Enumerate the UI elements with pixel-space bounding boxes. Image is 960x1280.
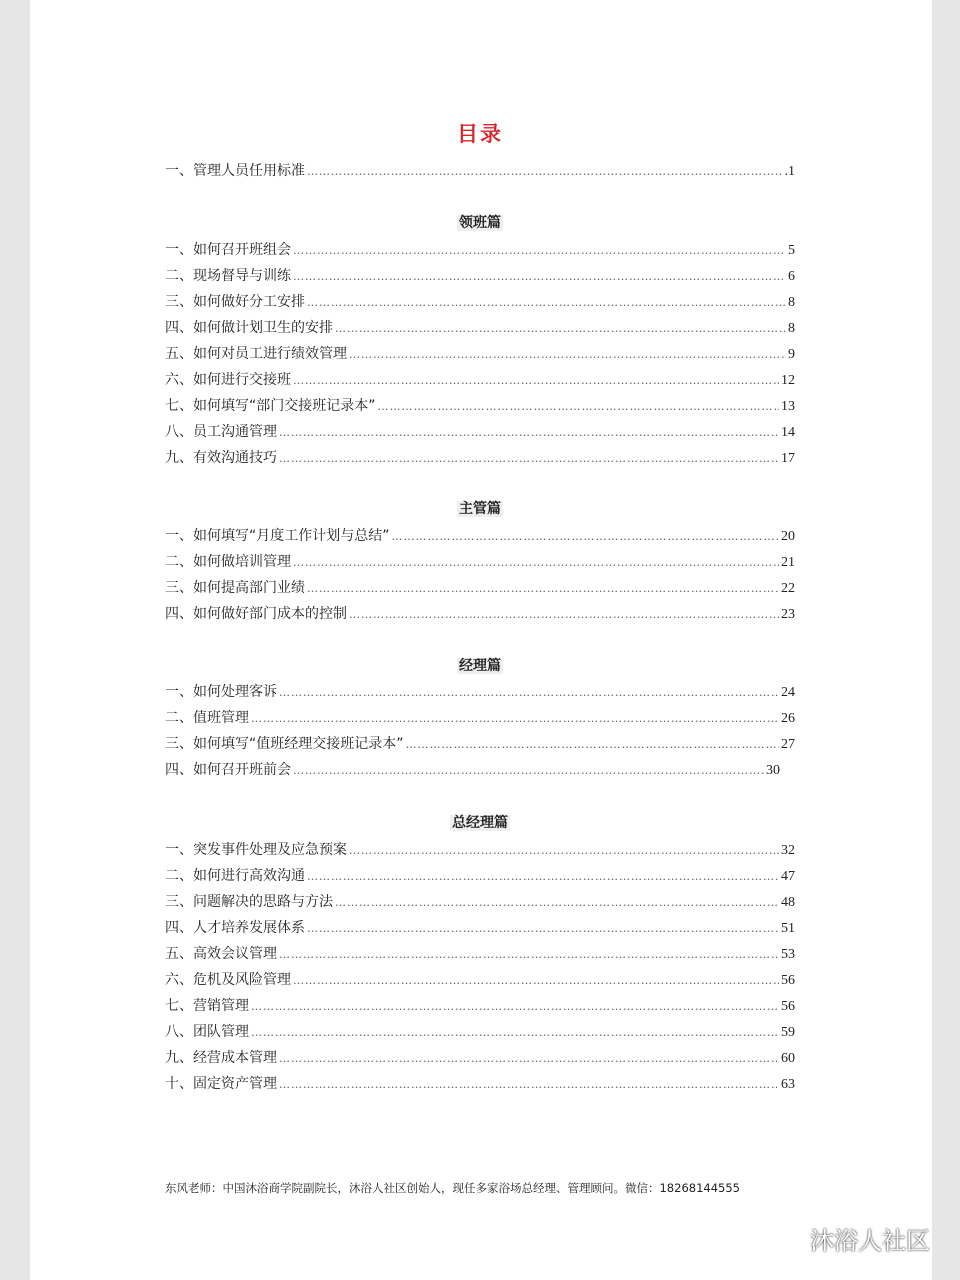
section-heading-text: 主管篇 (459, 501, 501, 517)
toc-entry (165, 395, 795, 417)
toc-entry-page: 51 (781, 921, 795, 936)
toc-entry-page: 5 (788, 243, 795, 258)
toc-entry (165, 577, 795, 599)
toc-entry (165, 865, 795, 887)
toc-entry-page: 17 (781, 451, 795, 466)
toc-entry (165, 1021, 795, 1043)
toc-entry-text: 四、人才培养发展体系 (165, 920, 305, 936)
toc-entry (165, 891, 795, 913)
toc-entry-text: 一、如何召开班组会 (165, 242, 291, 258)
toc-entry-page: 48 (781, 895, 795, 910)
toc-entry-text: 三、如何提高部门业绩 (165, 580, 305, 596)
watermark-text: 沐浴人社区 (810, 1226, 930, 1255)
toc-entry-page: 56 (781, 999, 795, 1014)
toc-entry (165, 265, 795, 287)
toc-entry-text: 九、经营成本管理 (165, 1050, 277, 1066)
toc-leader-dots (307, 866, 779, 888)
toc-entry-page: 6 (788, 269, 795, 284)
toc-entry-page: 24 (781, 685, 795, 700)
toc-entry-text: 一、突发事件处理及应急预案 (165, 842, 347, 858)
toc-leader-dots (293, 266, 786, 288)
toc-entry-text: 二、现场督导与训练 (165, 268, 291, 284)
toc-leader-dots (279, 682, 779, 704)
toc-entry-page: 56 (781, 973, 795, 988)
toc-entry-page: 12 (781, 373, 795, 388)
toc-entry-text: 九、有效沟通技巧 (165, 450, 277, 466)
toc-entry-text: 八、员工沟通管理 (165, 424, 277, 440)
toc-entry-text: 三、如何填写“值班经理交接班记录本” (165, 736, 404, 752)
toc-leader-dots (251, 1022, 779, 1044)
toc-entry (165, 603, 795, 625)
section-heading-text: 总经理篇 (452, 815, 508, 831)
toc-leader-dots (251, 996, 779, 1018)
toc-leader-dots (279, 1074, 779, 1096)
toc-entry (165, 447, 795, 469)
toc-entry-text: 三、如何做好分工安排 (165, 294, 305, 310)
toc-entry (165, 917, 795, 939)
toc-leader-dots (349, 840, 779, 862)
section-heading-lingban (0, 212, 960, 234)
toc-entry-page: 60 (781, 1051, 795, 1066)
toc-entry-text: 八、团队管理 (165, 1024, 249, 1040)
toc-entry-page: 32 (781, 843, 795, 858)
toc-entry-page: 59 (781, 1025, 795, 1040)
toc-entry-text: 三、问题解决的思路与方法 (165, 894, 333, 910)
author-footer: 东风老师：中国沐浴商学院副院长，沐浴人社区创始人，现任多家浴场总经理、管理顾问。微信：18268144555 (165, 1181, 740, 1195)
toc-entry (165, 969, 795, 991)
toc-leader-dots (349, 344, 786, 366)
toc-entry-text: 五、高效会议管理 (165, 946, 277, 962)
toc-entry-text: 四、如何做计划卫生的安排 (165, 320, 333, 336)
toc-leader-dots (378, 396, 779, 418)
toc-leader-dots (335, 892, 779, 914)
toc-entry-page: .1 (784, 164, 795, 179)
toc-entry (165, 1047, 795, 1069)
toc-entry (165, 239, 795, 261)
toc-entry-text: 四、如何做好部门成本的控制 (165, 606, 347, 622)
toc-leader-dots (307, 292, 786, 314)
toc-entry (165, 943, 795, 965)
toc-entry-text: 七、营销管理 (165, 998, 249, 1014)
toc-entry (165, 995, 795, 1017)
toc-leader-dots (307, 578, 779, 600)
toc-entry-page: 23 (781, 607, 795, 622)
toc-entry-page: 9 (788, 347, 795, 362)
toc-leader-dots (335, 318, 786, 340)
toc-entry-intro (165, 160, 795, 182)
toc-leader-dots (293, 240, 786, 262)
toc-entry-text: 十、固定资产管理 (165, 1076, 277, 1092)
toc-leader-dots (293, 370, 779, 392)
section-heading-text: 领班篇 (459, 215, 501, 231)
toc-entry (165, 681, 795, 703)
toc-leader-dots (307, 918, 779, 940)
toc-entry (165, 707, 795, 729)
toc-leader-dots (251, 708, 779, 730)
toc-leader-dots (293, 552, 779, 574)
wechat-watermark (774, 1222, 930, 1254)
toc-entry-text: 二、如何进行高效沟通 (165, 868, 305, 884)
toc-leader-dots (293, 760, 764, 782)
toc-entry (165, 369, 795, 391)
toc-entry-page: 14 (781, 425, 795, 440)
toc-leader-dots (406, 734, 779, 756)
toc-entry-page: 8 (788, 321, 795, 336)
toc-entry-text: 二、值班管理 (165, 710, 249, 726)
toc-entry (165, 1073, 795, 1095)
toc-title: 目录 (457, 122, 503, 146)
toc-entry-text: 六、如何进行交接班 (165, 372, 291, 388)
toc-entry (165, 317, 795, 339)
toc-entry-page: 47 (781, 869, 795, 884)
toc-leader-dots (279, 422, 779, 444)
toc-leader-dots (293, 970, 779, 992)
toc-entry-text: 六、危机及风险管理 (165, 972, 291, 988)
toc-entry-text: 七、如何填写“部门交接班记录本” (165, 398, 376, 414)
section-heading-text: 经理篇 (459, 658, 501, 674)
toc-entry (165, 839, 795, 861)
toc-entry-page: 26 (781, 711, 795, 726)
section-heading-jingli (0, 655, 960, 677)
toc-entry-page: 20 (781, 529, 795, 544)
toc-entry-page: 22 (781, 581, 795, 596)
toc-entry (165, 343, 795, 365)
wechat-icon (774, 1222, 804, 1254)
toc-entry-page: 30 (766, 763, 780, 778)
toc-entry-page: 53 (781, 947, 795, 962)
toc-entry-text: 一、如何处理客诉 (165, 684, 277, 700)
section-heading-zhuguan (0, 498, 960, 520)
toc-entry (165, 733, 795, 755)
toc-entry-page: 13 (781, 399, 795, 414)
toc-entry (165, 551, 795, 573)
toc-entry-text: 四、如何召开班前会 (165, 762, 291, 778)
toc-entry-page: 21 (781, 555, 795, 570)
toc-entry-page: 63 (781, 1077, 795, 1092)
toc-entry (165, 525, 795, 547)
toc-entry-page: 27 (781, 737, 795, 752)
toc-leader-dots (279, 944, 779, 966)
toc-leader-dots (279, 448, 779, 470)
toc-leader-dots (307, 161, 783, 183)
toc-leader-dots (349, 604, 779, 626)
toc-leader-dots (279, 1048, 779, 1070)
toc-leader-dots (392, 526, 779, 548)
toc-entry-text: 一、如何填写“月度工作计划与总结” (165, 528, 390, 544)
toc-entry (165, 759, 780, 781)
toc-entry (165, 291, 795, 313)
toc-entry-text: 二、如何做培训管理 (165, 554, 291, 570)
toc-entry-text: 一、管理人员任用标准 (165, 163, 305, 179)
toc-entry (165, 421, 795, 443)
section-heading-zongjingli (0, 812, 960, 834)
toc-entry-text: 五、如何对员工进行绩效管理 (165, 346, 347, 362)
toc-entry-page: 8 (788, 295, 795, 310)
